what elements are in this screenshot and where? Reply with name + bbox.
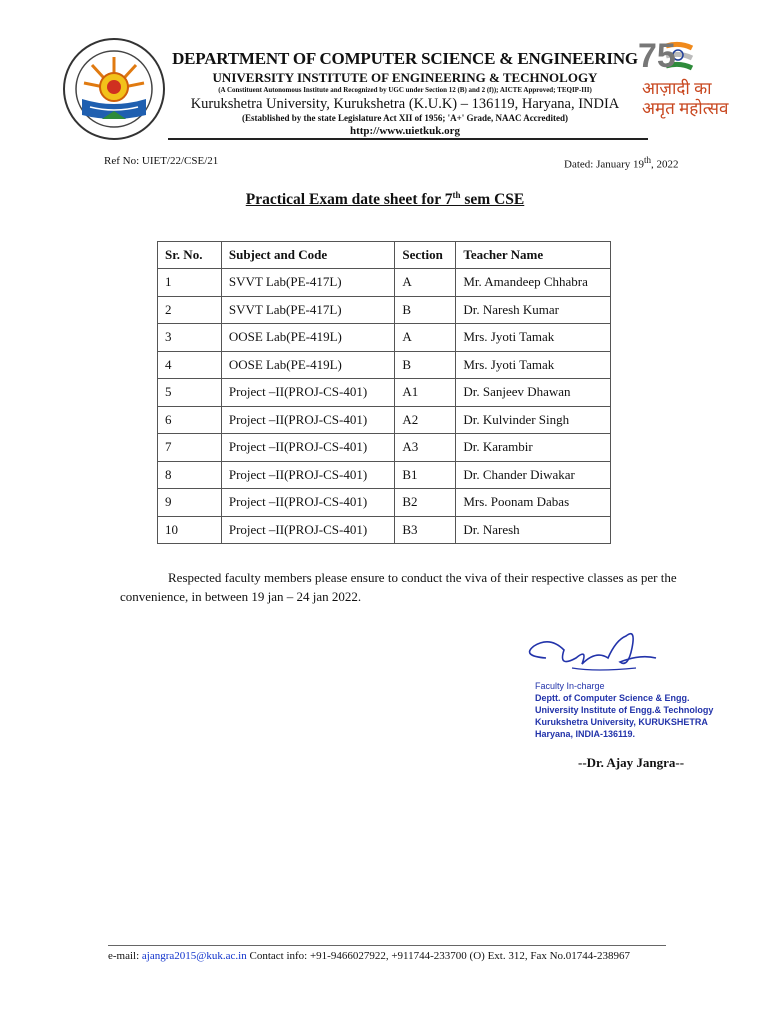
cell-teacher: Dr. Chander Diwakar [456,461,611,489]
cell-section: B1 [395,461,456,489]
footer-email-label: e-mail: [108,950,142,962]
cell-section: B3 [395,516,456,544]
header-divider [168,138,648,140]
department-name: DEPARTMENT OF COMPUTER SCIENCE & ENGINEERING [172,49,638,68]
cell-sr-no: 8 [158,461,222,489]
cell-subject: OOSE Lab(PE-419L) [221,351,395,379]
column-header-teacher: Teacher Name [456,242,611,269]
table-row [158,296,611,324]
stamp-line-address: Haryana, INDIA-136119. [535,729,636,739]
cell-sr-no: 10 [158,516,222,544]
cell-section: A [395,269,456,297]
cell-subject: SVVT Lab(PE-417L) [221,296,395,324]
date-sheet-table [157,241,611,544]
cell-sr-no: 1 [158,269,222,297]
table-row [158,516,611,544]
table-row [158,461,611,489]
cell-teacher: Dr. Naresh Kumar [456,296,611,324]
cell-sr-no: 9 [158,489,222,517]
logo-text-amrit-mahotsav: अमृत महोत्सव [642,99,729,118]
stamp-line-university: Kurukshetra University, KURUKSHETRA [535,717,708,727]
cell-section: A1 [395,379,456,407]
table-header-row [158,242,611,269]
cell-section: A2 [395,406,456,434]
cell-sr-no: 2 [158,296,222,324]
signer-name: --Dr. Ajay Jangra-- [578,755,685,770]
table-row [158,406,611,434]
institute-website[interactable]: http://www.uietkuk.org [349,125,461,137]
cell-sr-no: 4 [158,351,222,379]
cell-subject: SVVT Lab(PE-417L) [221,269,395,297]
cell-section: B2 [395,489,456,517]
faculty-note: Respected faculty members please ensure to conduct the viva of their respective classes as per the convenience, in between 19 jan – 24 jan 2022. [120,570,677,604]
cell-teacher: Dr. Karambir [456,434,611,462]
cell-sr-no: 6 [158,406,222,434]
establishment-info: (Established by the state Legislature Act XII of 1956; 'A+' Grade, NAAC Accredited) [241,113,569,123]
cell-section: A [395,324,456,352]
university-seal-logo [62,37,166,141]
azadi-amrit-mahotsav-logo [636,37,740,120]
cell-sr-no: 5 [158,379,222,407]
footer-email-link[interactable]: ajangra2015@kuk.ac.in [141,950,247,962]
institute-name: UNIVERSITY INSTITUTE OF ENGINEERING & TECHNOLOGY [212,70,598,85]
cell-teacher: Dr. Naresh [456,516,611,544]
table-row [158,269,611,297]
column-header-section: Section [395,242,456,269]
table-row [158,434,611,462]
logo-number-75: 75 [638,37,676,75]
stamp-line-institute: University Institute of Engg.& Technology [535,705,714,715]
document-title: Practical Exam date sheet for 7th sem CSE [245,190,525,209]
reference-number: Ref No: UIET/22/CSE/21 [104,155,219,167]
logo-text-azadi: आज़ादी का [642,79,712,98]
university-address: Kurukshetra University, Kurukshetra (K.U.K) – 136119, Haryana, INDIA [190,96,620,112]
table-row [158,351,611,379]
cell-teacher: Mrs. Jyoti Tamak [456,324,611,352]
document-date: Dated: January 19th, 2022 [564,155,679,171]
footer-divider [108,945,666,946]
cell-subject: Project –II(PROJ-CS-401) [221,489,395,517]
cell-teacher: Dr. Kulvinder Singh [456,406,611,434]
cell-subject: OOSE Lab(PE-419L) [221,324,395,352]
cell-section: B [395,351,456,379]
footer-contact [108,950,708,962]
institute-recognition: (A Constituent Autonomous Institute and Recognized by UGC under Section 12 (B) and 2 (f)); AICTE Approved; TEQIP-III) [218,86,592,94]
stamp-line-department: Deptt. of Computer Science & Engg. [535,693,690,703]
cell-teacher: Mrs. Poonam Dabas [456,489,611,517]
table-row [158,324,611,352]
handwritten-signature [516,628,666,678]
cell-teacher: Dr. Sanjeev Dhawan [456,379,611,407]
footer-contact-info: Contact info: +91-9466027922, +911744-233700 (O) Ext. 312, Fax No.01744-238967 [246,950,630,962]
cell-subject: Project –II(PROJ-CS-401) [221,406,395,434]
column-header-sr-no: Sr. No. [158,242,222,269]
cell-subject: Project –II(PROJ-CS-401) [221,434,395,462]
cell-teacher: Mrs. Jyoti Tamak [456,351,611,379]
cell-subject: Project –II(PROJ-CS-401) [221,379,395,407]
cell-subject: Project –II(PROJ-CS-401) [221,516,395,544]
cell-teacher: Mr. Amandeep Chhabra [456,269,611,297]
cell-section: B [395,296,456,324]
cell-subject: Project –II(PROJ-CS-401) [221,461,395,489]
cell-sr-no: 7 [158,434,222,462]
stamp-line-designation: Faculty In-charge [535,681,605,691]
table-row [158,379,611,407]
table-row [158,489,611,517]
column-header-subject: Subject and Code [221,242,395,269]
cell-section: A3 [395,434,456,462]
cell-sr-no: 3 [158,324,222,352]
